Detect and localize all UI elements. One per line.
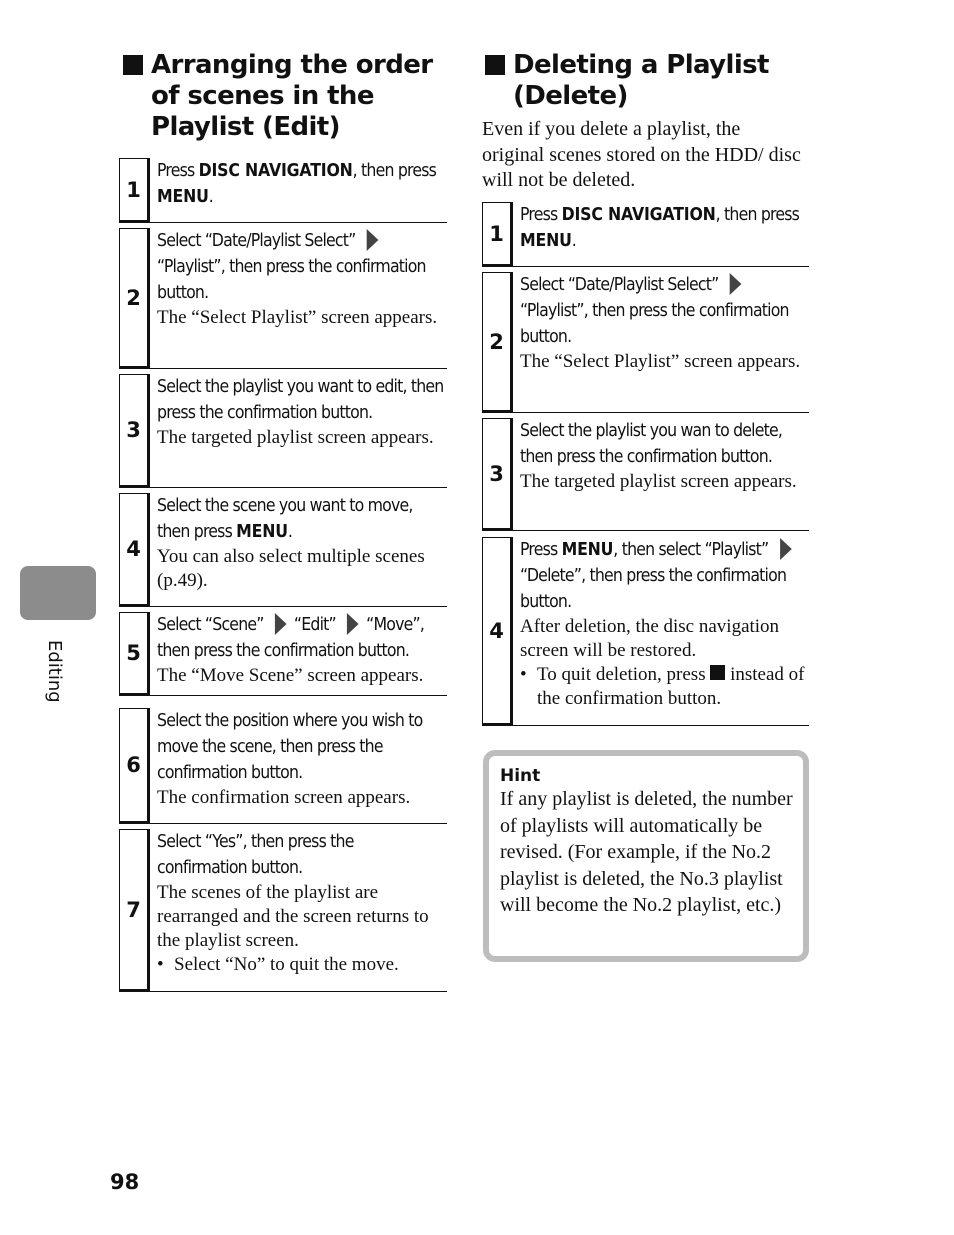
step-divider: [494, 266, 809, 267]
step-instruction: [157, 228, 447, 306]
step-item: [119, 228, 447, 369]
instruction-text: .: [287, 522, 293, 542]
step-instruction: [157, 612, 447, 664]
instruction-text: Select “No” to quit the move.: [174, 954, 399, 975]
step-divider: [131, 606, 447, 607]
triangle-right-icon: [275, 613, 287, 635]
instruction-text: Select the scene you want to move, then press: [157, 496, 413, 542]
step-instruction: [520, 537, 809, 615]
step-instruction: [157, 829, 447, 881]
step-divider: [131, 695, 447, 696]
step-body: [520, 202, 809, 254]
step-number: 4: [119, 493, 150, 607]
bullet-dot: •: [157, 954, 164, 975]
step-body: [157, 228, 447, 330]
instruction-text: Select the playlist you wan to delete, then press the confirmation button.: [520, 421, 783, 467]
step-divider: [494, 725, 809, 726]
hint-box: [483, 750, 809, 962]
step-number: 7: [119, 829, 150, 992]
step-divider: [131, 487, 447, 488]
black-square-icon: [485, 55, 505, 75]
step-instruction: [157, 374, 447, 426]
step-item: [119, 708, 447, 824]
step-item: [119, 374, 447, 488]
step-item: [482, 202, 809, 267]
step-divider: [494, 412, 809, 413]
step-body: [157, 493, 447, 593]
step-number: 3: [482, 418, 513, 531]
step-item: [482, 537, 809, 726]
step-description: The targeted playlist screen appears.: [520, 471, 797, 492]
button-name: MENU: [520, 231, 572, 251]
step-description: The targeted playlist screen appears.: [157, 427, 434, 448]
step-description: The “Select Playlist” screen appears.: [157, 307, 438, 328]
step-body: [520, 537, 809, 711]
instruction-text: To quit deletion, press: [537, 664, 711, 685]
instruction-text: , then press: [715, 205, 800, 225]
instruction-text: Press: [157, 161, 199, 181]
step-body: [157, 374, 447, 450]
instruction-text: .: [208, 187, 213, 207]
instruction-text: Select “Date/Playlist Select”: [520, 275, 723, 295]
triangle-right-icon: [730, 273, 742, 295]
step-instruction: [157, 158, 447, 210]
instruction-text: Press: [520, 540, 562, 560]
triangle-right-icon: [347, 613, 359, 635]
left-section-heading: [123, 50, 453, 143]
instruction-text: Select “Yes”, then press the confirmation button.: [157, 832, 354, 878]
step-description: After deletion, the disc navigation screen will be restored.: [520, 616, 780, 661]
hint-text: If any playlist is deleted, the number of playlists will automatically be revised. (For example, if the No.2 playlist is deleted, the No.3 playlist will become the No.2 playlist, etc.): [500, 788, 793, 916]
step-description: The “Move Scene” screen appears.: [157, 665, 424, 686]
step-body: [157, 829, 447, 977]
hint-title: Hint: [500, 766, 541, 786]
triangle-right-icon: [367, 229, 379, 251]
step-body: [157, 612, 447, 688]
button-name: MENU: [157, 187, 209, 207]
step-description: The confirmation screen appears.: [157, 787, 411, 808]
step-description: You can also select multiple scenes (p.49).: [157, 546, 425, 591]
step-instruction: [157, 493, 447, 545]
page-number: 98: [110, 1170, 140, 1194]
step-number: 1: [482, 202, 513, 267]
bullet-dot: •: [520, 664, 527, 685]
step-number: 6: [119, 708, 150, 824]
instruction-text: , then select “Playlist”: [613, 540, 773, 560]
step-body: [157, 708, 447, 810]
step-divider: [131, 368, 447, 369]
instruction-text: .: [571, 231, 576, 251]
instruction-text: Select “Scene”: [157, 615, 268, 635]
instruction-text: Select “Date/Playlist Select”: [157, 231, 360, 251]
step-number: 2: [482, 272, 513, 413]
instruction-text: Select the playlist you want to edit, then press the confirmation button.: [157, 377, 444, 423]
step-number: 4: [482, 537, 513, 726]
step-bullet: [520, 663, 809, 711]
step-item: [482, 272, 809, 413]
instruction-text: “Playlist”, then press the confirmation button.: [157, 257, 426, 303]
step-description: The “Select Playlist” screen appears.: [520, 351, 801, 372]
black-square-icon: [123, 55, 143, 75]
step-item: [119, 158, 447, 223]
instruction-text: instead of the confirmation button.: [537, 664, 805, 709]
right-section-heading: [485, 50, 805, 112]
step-bullet: [157, 953, 447, 977]
left-heading-text: Arranging the order of scenes in the Playlist (Edit): [151, 50, 433, 142]
button-name: MENU: [236, 522, 288, 542]
step-divider: [131, 991, 447, 992]
step-item: [119, 829, 447, 992]
step-instruction: [520, 272, 809, 350]
instruction-text: “Delete”, then press the confirmation button.: [520, 566, 787, 612]
step-body: [520, 272, 809, 374]
step-divider: [494, 530, 809, 531]
right-heading-text: Deleting a Playlist (Delete): [513, 50, 769, 111]
step-instruction: [520, 202, 809, 254]
step-item: [119, 612, 447, 696]
stop-square-icon: [710, 665, 725, 680]
button-name: MENU: [561, 540, 614, 560]
step-divider: [131, 823, 447, 824]
instruction-text: , then press: [352, 161, 437, 181]
step-instruction: [520, 418, 809, 470]
instruction-text: “Playlist”, then press the confirmation button.: [520, 301, 789, 347]
step-body: [157, 158, 447, 210]
step-number: 5: [119, 612, 150, 696]
chapter-label: Editing: [44, 640, 65, 703]
step-item: [482, 418, 809, 531]
step-divider: [131, 222, 447, 223]
chapter-tab: [20, 566, 96, 620]
instruction-text: Select the position where you wish to move the scene, then press the confirmation button.: [157, 711, 423, 783]
button-name: DISC NAVIGATION: [561, 205, 716, 225]
instruction-text: Press: [520, 205, 562, 225]
right-intro-text: Even if you delete a playlist, the original scenes stored on the HDD/ disc will not be deleted.: [482, 118, 801, 191]
button-name: DISC NAVIGATION: [198, 161, 353, 181]
step-number: 2: [119, 228, 150, 369]
triangle-right-icon: [780, 538, 792, 560]
step-body: [520, 418, 809, 494]
instruction-text: “Move”, then press the confirmation button.: [157, 615, 425, 661]
step-item: [119, 493, 447, 607]
step-number: 3: [119, 374, 150, 488]
instruction-text: “Edit”: [293, 615, 341, 635]
step-instruction: [157, 708, 447, 786]
step-description: The scenes of the playlist are rearranged and the screen returns to the playlist screen.: [157, 882, 429, 951]
step-number: 1: [119, 158, 150, 223]
